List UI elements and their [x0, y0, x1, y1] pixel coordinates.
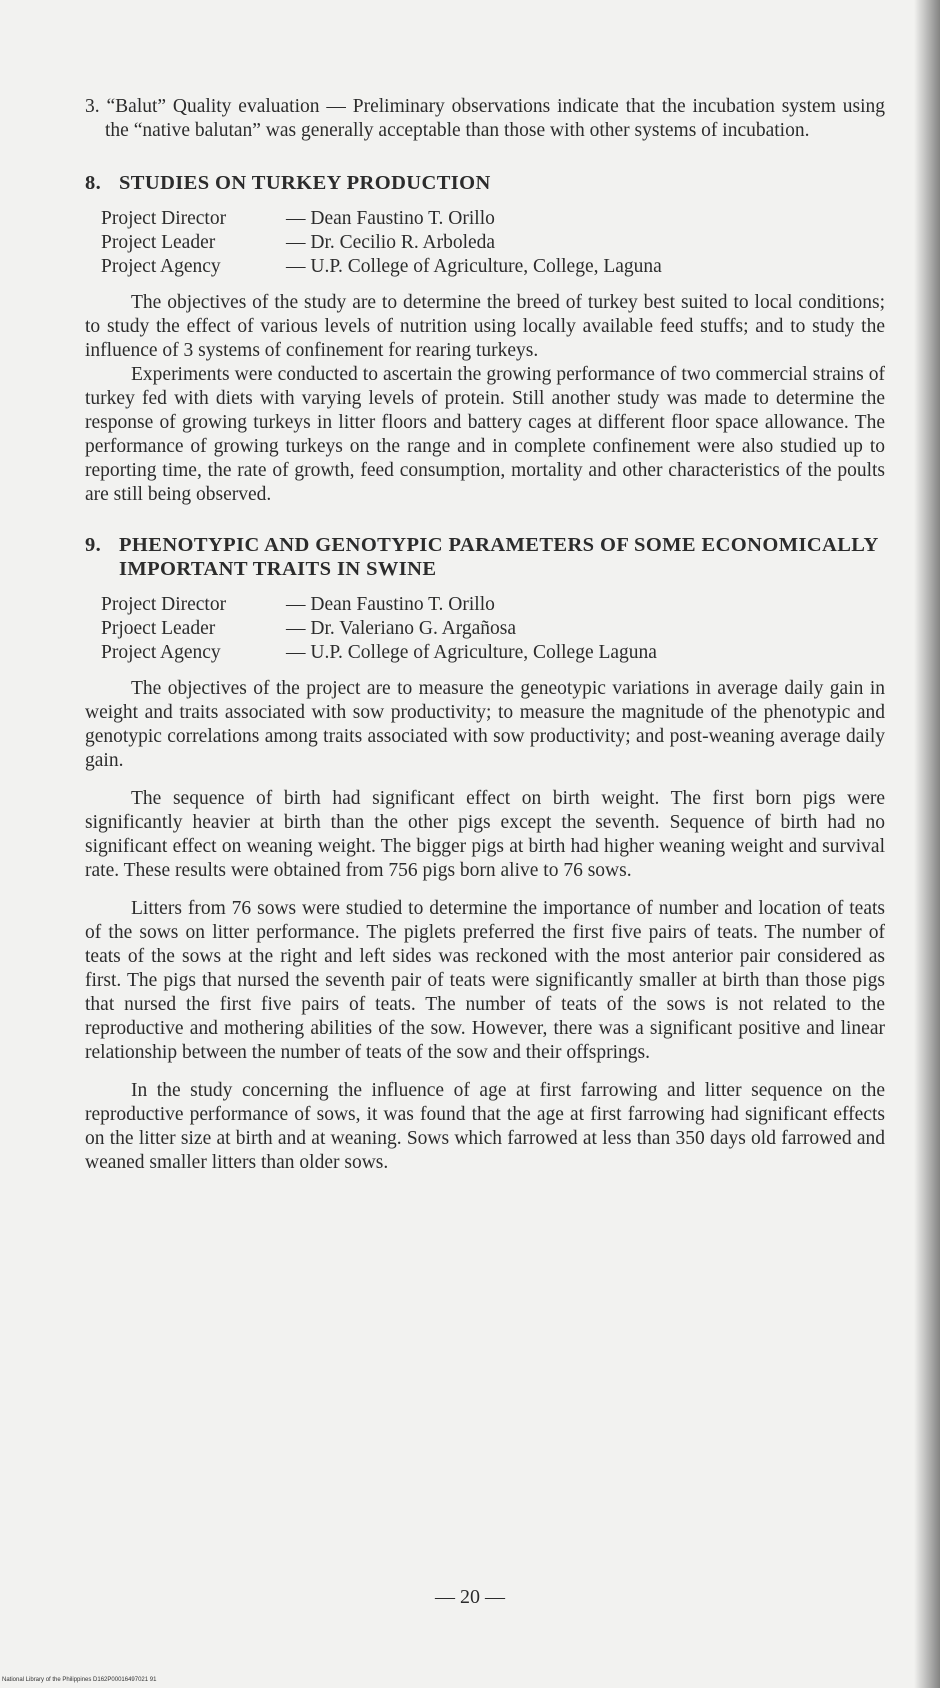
- project-staff: [101, 207, 885, 279]
- project-staff: [101, 593, 885, 665]
- staff-name: — U.P. College of Agriculture, College, Laguna: [286, 256, 662, 277]
- staff-row-leader: [101, 617, 885, 641]
- library-footer: National Library of the Philippines D162P00016497021 91: [2, 1677, 157, 1683]
- staff-role: Project Director: [101, 594, 227, 615]
- paragraph-objectives: The objectives of the study are to determine the breed of turkey best suited to local conditions; to study the effect of various levels of nutrition using locally available feed stuffs; and to study the influence of 3 systems of confinement for rearing turkeys.: [85, 292, 885, 361]
- balut-quality-item: 3. “Balut” Quality evaluation — Preliminary observations indicate that the incubation system using the “native balutan” was generally acceptable than those with other systems of incubation.: [85, 96, 885, 141]
- section-swine-parameters: [85, 533, 885, 1175]
- section-title: STUDIES ON TURKEY PRODUCTION: [119, 172, 491, 194]
- page-number: — 20 —: [435, 1586, 505, 1608]
- section-title: PHENOTYPIC AND GENOTYPIC PARAMETERS OF SOME ECONOMICALLY IMPORTANT TRAITS IN SWINE: [119, 534, 878, 580]
- staff-name: — Dean Faustino T. Orillo: [286, 594, 495, 615]
- staff-name: — U.P. College of Agriculture, College Laguna: [286, 642, 657, 663]
- section-heading: [85, 171, 885, 195]
- staff-role: Prjoect Leader: [101, 618, 216, 639]
- scan-edge-shadow: [914, 0, 940, 1688]
- staff-row-director: [101, 207, 885, 231]
- staff-row-director: [101, 593, 885, 617]
- staff-name: — Dean Faustino T. Orillo: [286, 208, 495, 229]
- paragraph-birth-sequence: The sequence of birth had significant effect on birth weight. The first born pigs were significantly heavier at birth than the other pigs except the seventh. Sequence of birth had no significant effect on weaning weight. The bigger pigs at birth had higher weaning weight and survival rate. These results were obtained from 756 pigs born alive to 76 sows.: [85, 788, 885, 881]
- staff-role: Project Agency: [101, 642, 221, 663]
- staff-row-agency: [101, 641, 885, 665]
- paragraph-objectives: The objectives of the project are to measure the geneotypic variations in average daily gain in weight and traits associated with sow productivity; to measure the magnitude of the phenotypic and genotypic correlations among traits associated with sow productivity; and post-weaning average daily gain.: [85, 678, 885, 771]
- staff-role: Project Director: [101, 208, 227, 229]
- section-turkey-production: [85, 171, 885, 507]
- section-heading: [85, 533, 885, 581]
- staff-name: — Dr. Cecilio R. Arboleda: [286, 232, 496, 253]
- page-content: [85, 95, 885, 1189]
- section-number: 8.: [85, 172, 102, 194]
- staff-row-leader: [101, 231, 885, 255]
- paragraph-farrowing-age: In the study concerning the influence of age at first farrowing and litter sequence on the reproductive performance of sows, it was found that the age at first farrowing had significant effects on the litter size at birth and at weaning. Sows which farrowed at less than 350 days old farrowed and weaned smaller litters than older sows.: [85, 1080, 885, 1173]
- paragraph-teats: Litters from 76 sows were studied to determine the importance of number and location of teats of the sows on litter performance. The piglets preferred the first five pairs of teats. The number of teats of the sows at the right and left sides was reckoned with the most anterior pair considered as first. The pigs that nursed the seventh pair of teats were significantly smaller at birth than those pigs that nursed the first five pairs of teats. The number of teats of the sows is not related to the reproductive and mothering abilities of the sow. However, there was a significant positive and linear relationship between the number of teats of the sow and their offsprings.: [85, 898, 885, 1063]
- staff-role: Project Agency: [101, 256, 221, 277]
- staff-role: Project Leader: [101, 232, 216, 253]
- section-number: 9.: [85, 534, 102, 556]
- paragraph-experiments: Experiments were conducted to ascertain the growing performance of two commercial strains of turkey fed with diets with varying levels of protein. Still another study was made to determine the response of growing turkeys in litter floors and battery cages at different floor space allowance. The performance of growing turkeys on the range and in complete confinement were also studied up to reporting time, the rate of growth, feed consumption, mortality and other characteristics of the poults are still being observed.: [85, 364, 885, 505]
- staff-row-agency: [101, 255, 885, 279]
- staff-name: — Dr. Valeriano G. Argañosa: [286, 618, 516, 639]
